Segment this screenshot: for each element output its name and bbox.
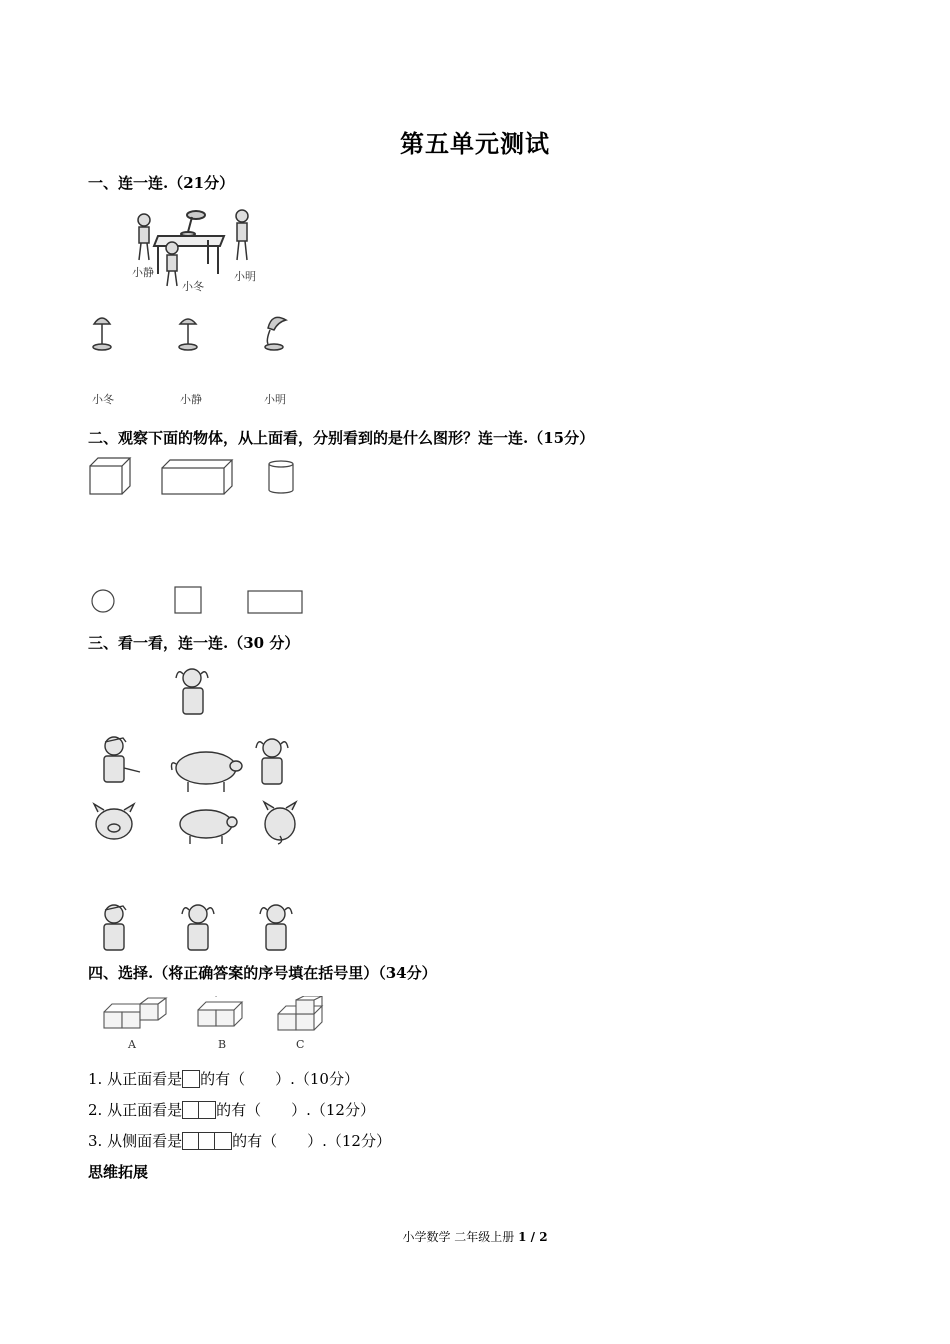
section-3-heading: 三、看一看，连一连.（30 分） — [88, 634, 300, 652]
question-3 — [88, 1130, 391, 1151]
kid-xiaodong — [166, 242, 178, 286]
question-1-prefix: 从正面看是 — [107, 1070, 183, 1088]
three-squares-icon — [182, 1132, 232, 1150]
figure-pig-views — [88, 660, 306, 958]
circle-shape — [92, 590, 114, 612]
pig-side-large — [172, 752, 243, 792]
label-a: A — [128, 1038, 136, 1051]
section-5-heading: 思维拓展 — [88, 1163, 149, 1181]
question-3-number: 3. — [88, 1132, 103, 1150]
question-3-prefix: 从侧面看是 — [107, 1132, 183, 1150]
boy-bottom — [104, 905, 126, 950]
kid-xiaoming — [236, 210, 248, 260]
section-4-heading: 四、选择.（将正确答案的序号填在括号里）（34分） — [88, 964, 437, 982]
cuboid-shape — [162, 460, 232, 494]
girl-bottom-right — [260, 905, 292, 950]
question-2-prefix: 从正面看是 — [107, 1101, 183, 1119]
lamp-view-angle — [265, 317, 286, 350]
lamp-view-side — [179, 319, 197, 350]
page-title: 第五单元测试 — [400, 129, 550, 158]
cylinder-shape — [269, 461, 293, 493]
pig-front-view — [94, 804, 134, 839]
figure-cube-stacks — [88, 996, 338, 1052]
square-shape — [175, 587, 201, 613]
one-square-icon — [182, 1070, 200, 1088]
stack-a — [104, 998, 166, 1028]
label-c: C — [296, 1038, 305, 1051]
label-xiaodong-top: 小冬 — [182, 280, 204, 293]
stack-c — [278, 996, 322, 1030]
lamp-view-front — [93, 318, 111, 350]
cube-shape — [90, 458, 130, 494]
label-b: B — [218, 1038, 227, 1051]
label-xiaodong-bottom: 小冬 — [92, 393, 114, 406]
lamp-on-table — [181, 211, 205, 236]
label-xiaojing-bottom: 小静 — [180, 393, 202, 406]
rectangle-shape — [248, 591, 302, 613]
stack-b — [198, 996, 242, 1026]
question-3-suffix: 的有（ ）.（12分） — [232, 1132, 391, 1150]
girl-right — [256, 739, 288, 784]
label-xiaoming-top: 小明 — [234, 270, 256, 283]
label-xiaojing-top: 小静 — [132, 266, 154, 279]
question-1-number: 1. — [88, 1070, 103, 1088]
table-illustration — [154, 236, 224, 274]
question-2-suffix: 的有（ ）.（12分） — [216, 1101, 375, 1119]
two-squares-icon — [182, 1101, 216, 1119]
girl-bottom-middle — [182, 905, 214, 950]
question-2 — [88, 1099, 375, 1120]
footer-page-number: 1 / 2 — [518, 1230, 548, 1244]
boy-left — [104, 737, 140, 782]
pig-side-view — [180, 810, 237, 844]
figure-desk-lamp-scene — [88, 202, 300, 412]
question-1 — [88, 1068, 359, 1089]
section-2-heading: 二、观察下面的物体，从上面看，分别看到的是什么图形？连一连.（15分） — [88, 429, 595, 447]
label-xiaoming-bottom: 小明 — [264, 393, 286, 406]
kid-xiaojing — [138, 214, 150, 260]
footer-text: 小学数学 二年级上册 — [402, 1230, 515, 1244]
section-1-heading: 一、连一连.（21分） — [88, 174, 235, 192]
pig-back-view — [264, 802, 296, 844]
page-footer — [0, 1228, 950, 1245]
question-1-suffix: 的有（ ）.（10分） — [200, 1070, 359, 1088]
question-2-number: 2. — [88, 1101, 103, 1119]
girl-top — [176, 669, 208, 714]
figure-solids-top-views — [88, 456, 306, 618]
